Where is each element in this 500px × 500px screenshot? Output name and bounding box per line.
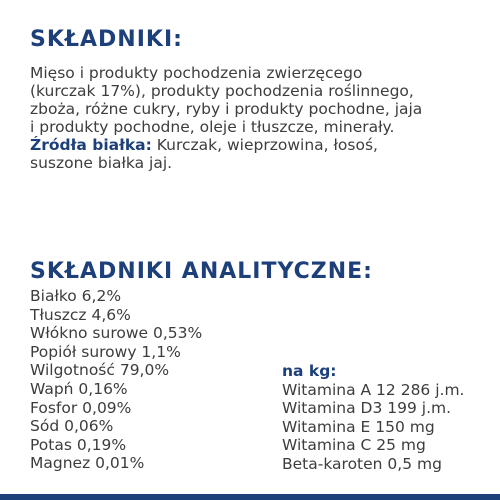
analytical-item: Włókno surowe 0,53% <box>30 324 203 343</box>
analytical-heading: SKŁADNIKI ANALITYCZNE: <box>30 259 373 284</box>
ingredients-line: zboża, różne cukry, ryby i produkty pochodne, jaja <box>30 100 423 118</box>
ingredients-line: Mięso i produkty pochodzenia zwierzęcego <box>30 64 363 82</box>
analytical-item: Potas 0,19% <box>30 435 127 454</box>
vitamins-list <box>282 362 464 474</box>
protein-sources-text: Kurczak, wieprzowina, łosoś, <box>151 136 378 154</box>
analytical-item: Fosfor 0,09% <box>30 398 132 417</box>
ingredients-heading: SKŁADNIKI: <box>30 27 183 52</box>
protein-sources-line-2: suszone białka jaj. <box>30 154 173 172</box>
analytical-item: Tłuszcz 4,6% <box>30 305 131 324</box>
protein-sources-line <box>30 136 494 154</box>
analytical-item: Popiół surowy 1,1% <box>30 342 181 361</box>
analytical-item: Wapń 0,16% <box>30 379 128 398</box>
vitamin-item: Beta-karoten 0,5 mg <box>282 454 442 473</box>
vitamin-item: Witamina C 25 mg <box>282 436 426 455</box>
ingredients-line: i produkty pochodne, oleje i tłuszcze, minerały. <box>30 118 395 136</box>
analytical-item: Wilgotność 79,0% <box>30 361 170 380</box>
analytical-item: Białko 6,2% <box>30 287 122 305</box>
vitamin-item: Witamina E 150 mg <box>282 417 435 436</box>
analytical-item: Sód 0,06% <box>30 417 114 436</box>
analytical-item: Magnez 0,01% <box>30 454 145 473</box>
vitamin-item: Witamina A 12 286 j.m. <box>282 380 465 399</box>
vitamins-heading: na kg: <box>282 362 337 380</box>
analytical-list <box>30 287 202 473</box>
ingredients-line: (kurczak 17%), produkty pochodzenia roślinnego, <box>30 82 414 100</box>
vitamin-item: Witamina D3 199 j.m. <box>282 399 452 418</box>
ingredients-text <box>30 64 494 172</box>
bottom-color-band <box>0 494 500 500</box>
protein-sources-label: Źródła białka: <box>30 136 152 154</box>
